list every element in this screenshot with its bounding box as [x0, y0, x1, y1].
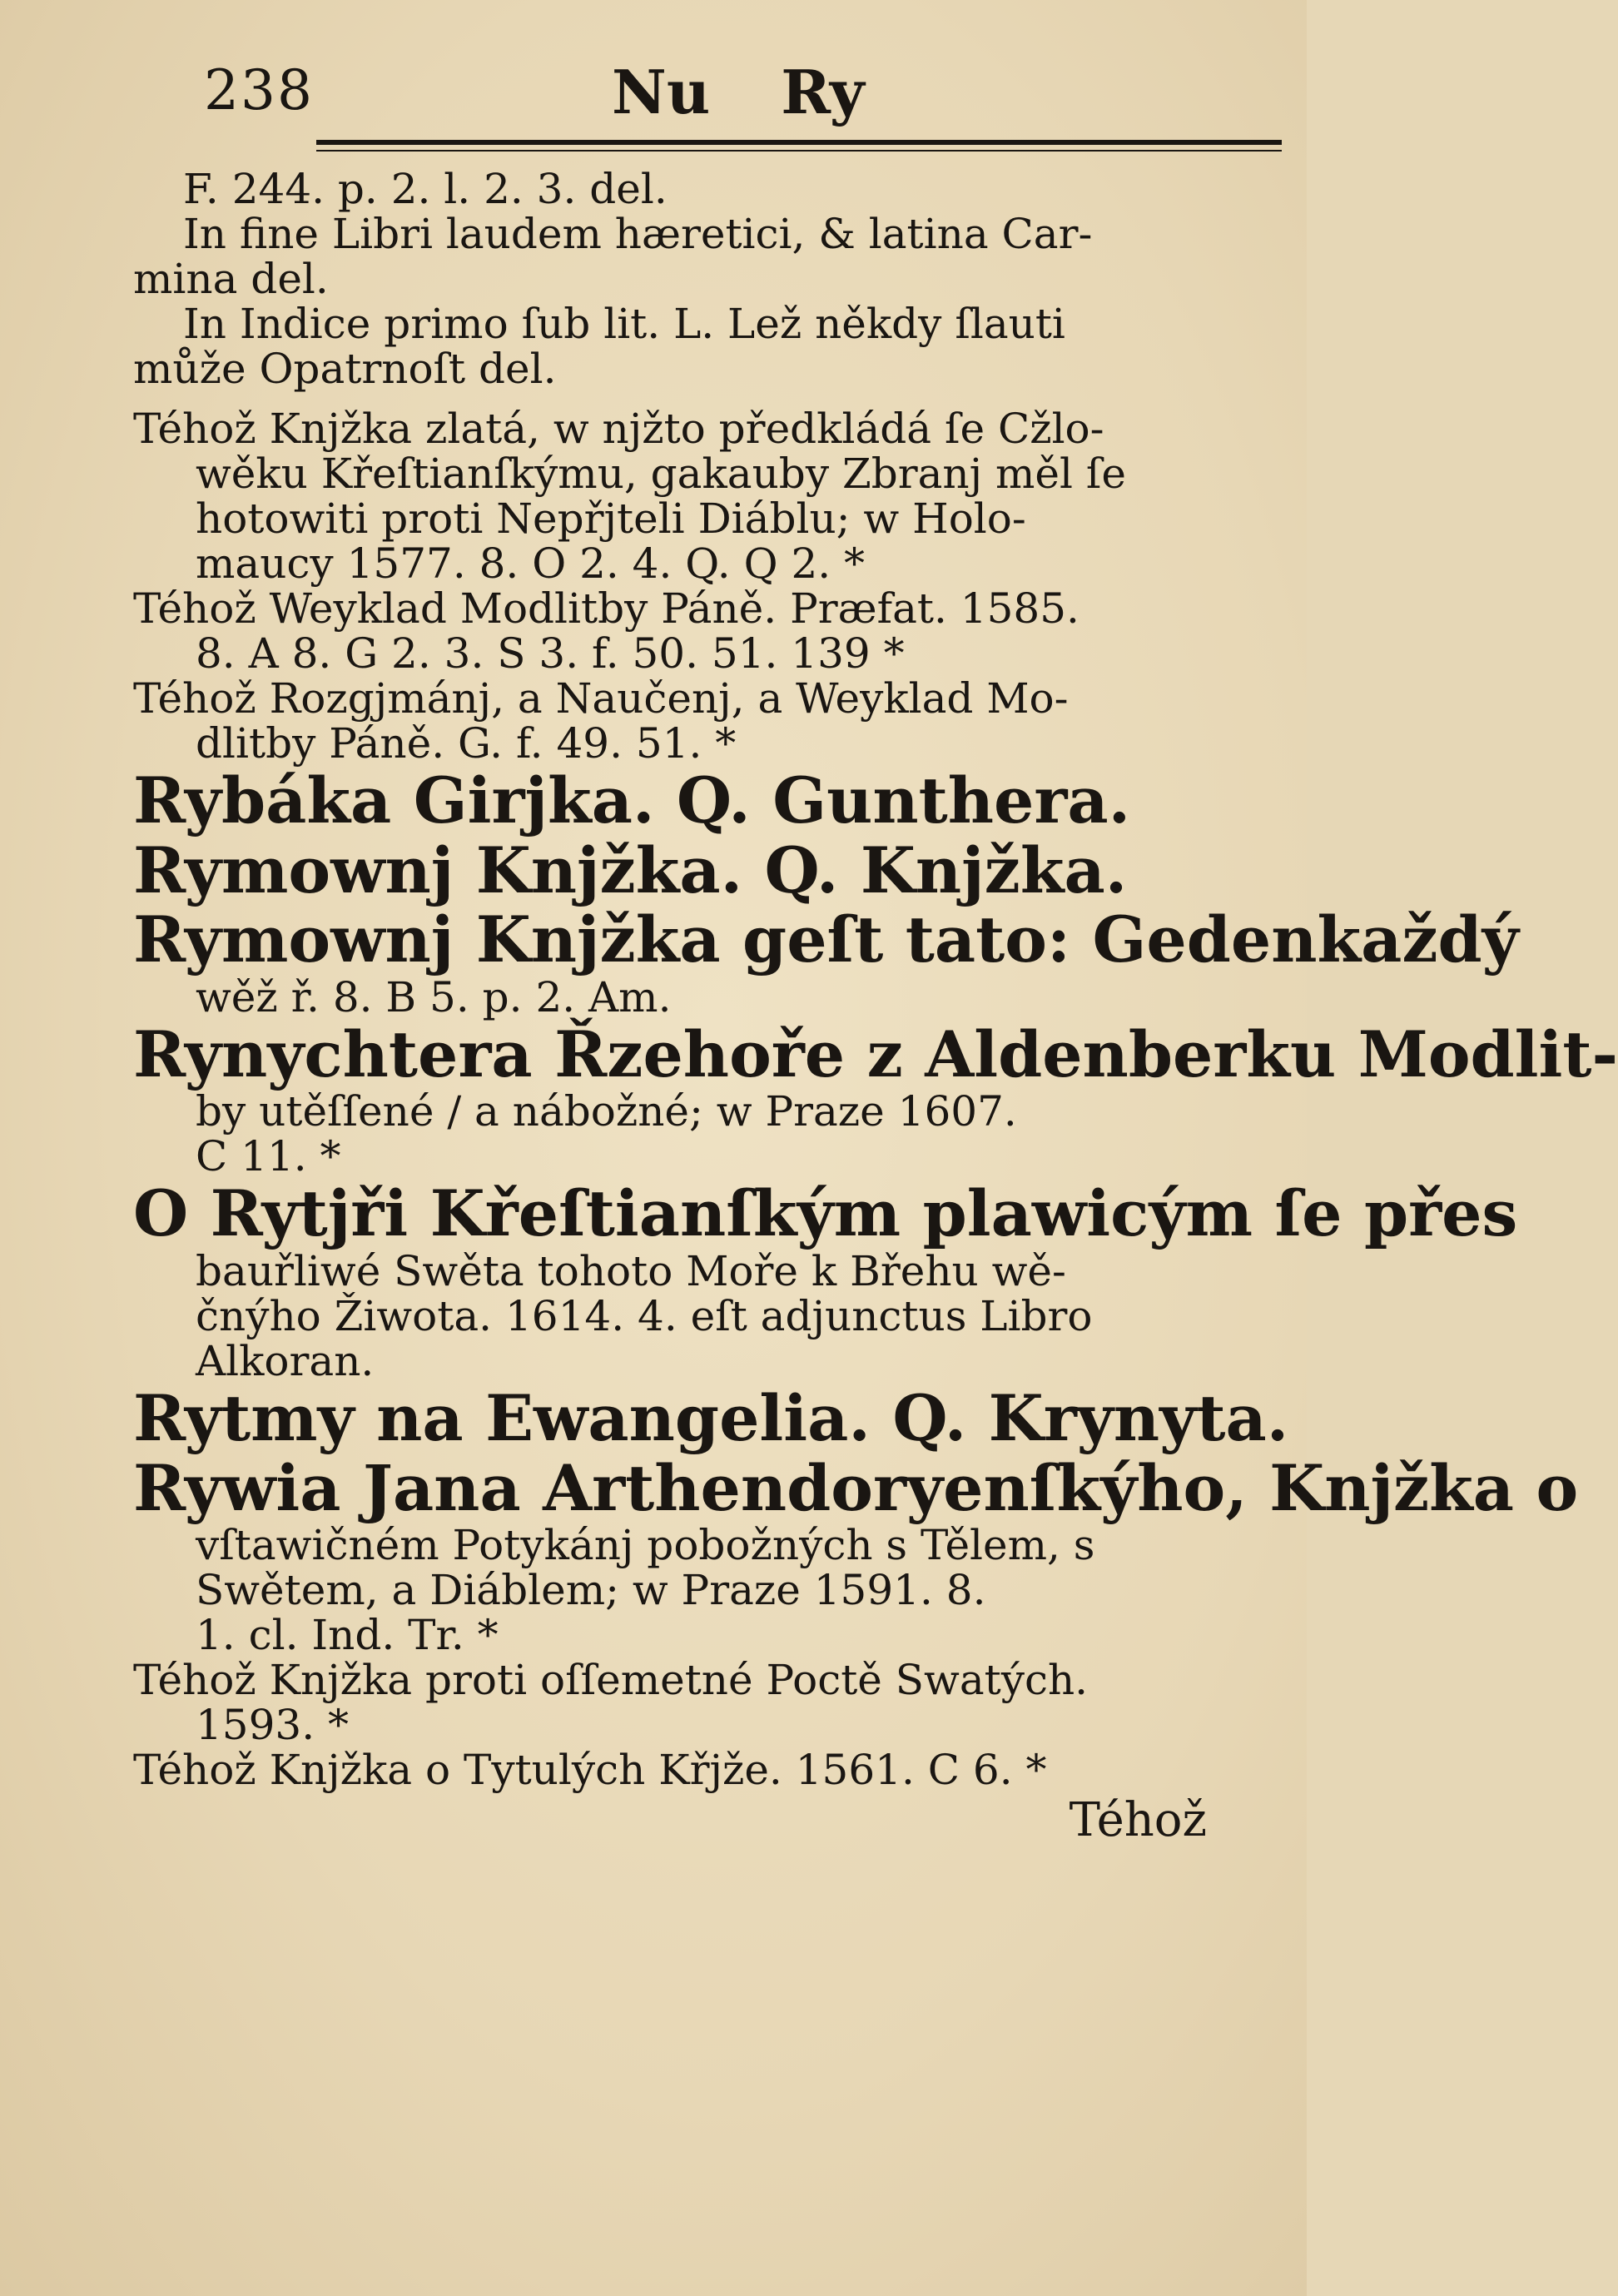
page-header — [179, 50, 1103, 142]
text-line: mina del. — [133, 255, 329, 303]
text-line: Téhož Weyklad Modlitby Páně. Præfat. 1585. — [133, 584, 1079, 633]
entry-heading: Rymownj Knjžka. Q. Knjžka. — [133, 832, 1128, 907]
entry-heading: Rybáka Girjka. Q. Gunthera. — [133, 763, 1131, 837]
page-number: 238 — [204, 58, 314, 122]
text-line: wěku Křeſtianſkýmu, gakauby Zbranj měl ſe — [196, 450, 1126, 498]
text-line: hotowiti proti Nepřjteli Diáblu; w Holo- — [196, 494, 1026, 543]
text-line: 1593. * — [196, 1701, 350, 1750]
catchword: Téhož — [1069, 1793, 1207, 1848]
entry-heading: Rynychtera Řzehoře z Aldenberku Modlit- — [133, 1016, 1618, 1091]
text-line: by utěſſené / a nábožné; w Praze 1607. — [196, 1087, 1017, 1136]
text-line: 1. cl. Ind. Tr. * — [196, 1611, 499, 1660]
catalog-entries — [133, 165, 1618, 1848]
header-rule-thin — [316, 150, 1282, 152]
running-head: Nu Ry — [612, 57, 865, 127]
text-line: 8. A 8. G 2. 3. S 3. f. 50. 51. 139 * — [196, 629, 905, 678]
entry-heading: Rywia Jana Arthendoryenſkýho, Knjžka o — [133, 1450, 1579, 1525]
entry-heading: Rymownj Knjžka geſt tato: Gedenkaždý — [133, 902, 1519, 977]
text-line: Swětem, a Diáblem; w Praze 1591. 8. — [196, 1566, 986, 1615]
header-rule — [316, 140, 1282, 145]
text-line: Téhož Knjžka proti oſſemetné Poctě Swatých. — [133, 1656, 1089, 1705]
text-line: In Indice primo ſub lit. L. Lež někdy ſlauti — [183, 300, 1065, 348]
text-line: může Opatrnoſt del. — [133, 345, 557, 393]
text-line: dlitby Páně. G. f. 49. 51. * — [196, 719, 737, 768]
text-line: Alkoran. — [196, 1336, 375, 1385]
text-line: C 11. * — [196, 1132, 341, 1181]
text-line: In fine Libri laudem hæretici, & latina Car- — [183, 210, 1093, 258]
text-line: Téhož Knjžka zlatá, w njžto předkládá ſe Cžlo- — [133, 405, 1104, 453]
text-line: Téhož Rozgjmánj, a Naučenj, a Weyklad Mo- — [133, 674, 1069, 723]
text-line: wěž ř. 8. B 5. p. 2. Am. — [196, 972, 672, 1021]
entry-heading: Rytmy na Ewangelia. Q. Krynyta. — [133, 1380, 1289, 1455]
text-line: čnýho Žiwota. 1614. 4. eſt adjunctus Libro — [196, 1291, 1093, 1340]
text-line: F. 244. p. 2. l. 2. 3. del. — [183, 165, 668, 213]
text-line: vſtawičném Potykánj pobožných s Tělem, s — [196, 1521, 1095, 1570]
text-line: maucy 1577. 8. O 2. 4. Q. Q 2. * — [196, 539, 866, 588]
entry-heading: O Rytjři Křeſtianſkým plawicým ſe přes — [133, 1176, 1518, 1251]
text-line: Téhož Knjžka o Tytulých Křjže. 1561. C 6. * — [133, 1746, 1047, 1795]
text-line: bauřliwé Swěta tohoto Moře k Břehu wě- — [196, 1246, 1066, 1295]
